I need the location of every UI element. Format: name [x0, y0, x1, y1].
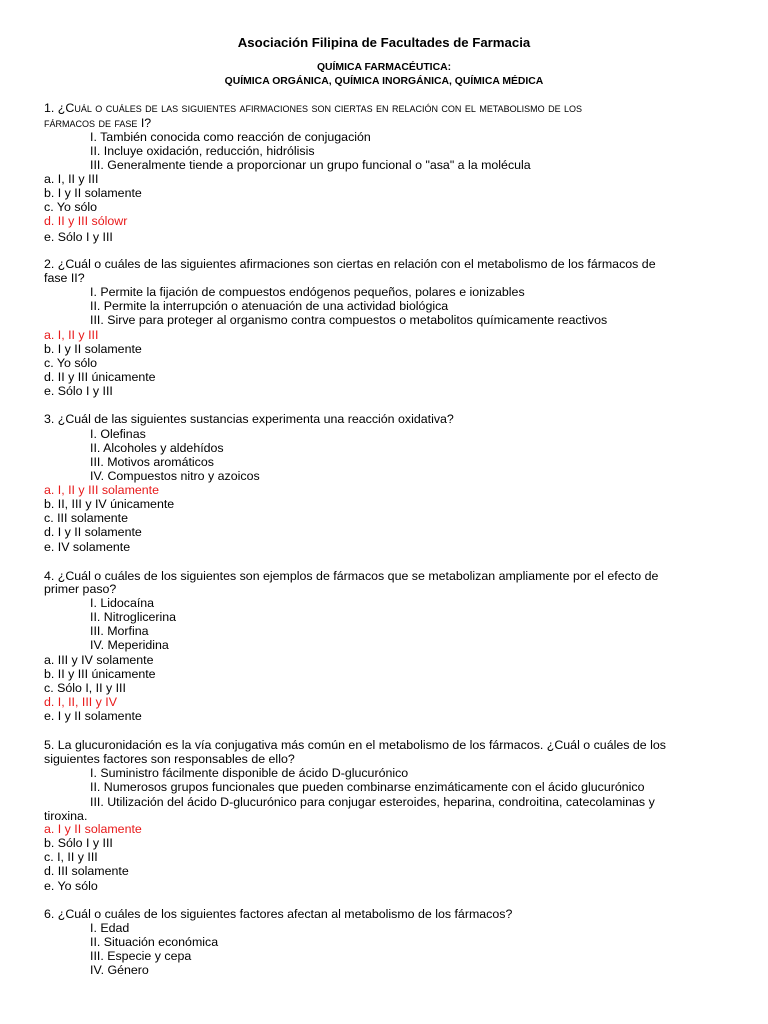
q4-stem-line2: primer paso? [44, 582, 117, 596]
q4-stem-line1: 4. ¿Cuál o cuáles de los siguientes son ejemplos de fármacos que se metabolizan ampliamente por el efecto de [44, 569, 659, 583]
q3-option-e: e. IV solamente [44, 540, 131, 554]
q3-item: II. Alcoholes y aldehídos [90, 441, 224, 455]
q5-option-a-answer: a. I y II solamente [44, 822, 142, 836]
q1-option-b: b. I y II solamente [44, 186, 142, 200]
q3-option-d: d. I y II solamente [44, 525, 142, 539]
q2-option-e: e. Sólo I y III [44, 384, 113, 398]
q2-item: III. Sirve para proteger al organismo contra compuestos o metabolitos químicamente reactivos [90, 313, 608, 327]
q1-text: ¿Cuál o cuáles de las siguientes afirmaciones son ciertas en relación con el metabolismo de los [57, 101, 583, 115]
q4-option-e: e. I y II solamente [44, 709, 142, 723]
q2-option-a-answer: a. I, II y III [44, 328, 99, 342]
document-title: Asociación Filipina de Facultades de Farmacia [237, 35, 531, 50]
q6-item: III. Especie y cepa [90, 949, 192, 963]
q6-item: IV. Género [90, 963, 149, 977]
q2-stem-line2: fase II? [44, 271, 85, 285]
q4-option-c: c. Sólo I, II y III [44, 681, 126, 695]
q4-option-d-answer: d. I, II, III y IV [44, 695, 117, 709]
q3-option-b: b. II, III y IV únicamente [44, 497, 175, 511]
q5-item: II. Numerosos grupos funcionales que pueden combinarse enzimáticamente con el ácido glucurónico [90, 780, 645, 794]
q5-option-d: d. III solamente [44, 864, 129, 878]
q4-option-a: a. III y IV solamente [44, 653, 154, 667]
q5-item: I. Suministro fácilmente disponible de ácido D-glucurónico [90, 766, 409, 780]
q1-option-e: e. Sólo I y III [44, 230, 113, 244]
q2-stem-line1: 2. ¿Cuál o cuáles de las siguientes afirmaciones son ciertas en relación con el metabolismo de los fármacos de [44, 257, 656, 271]
q4-item: I. Lidocaína [90, 596, 155, 610]
q5-stem-line2: siguientes factores son responsables de ello? [44, 752, 295, 766]
q4-item: IV. Meperidina [90, 638, 169, 652]
q2-option-c: c. Yo sólo [44, 356, 98, 370]
q3-option-c: c. III solamente [44, 511, 129, 525]
q1-stem-line1 [44, 101, 582, 115]
q1-item: III. Generalmente tiende a proporcionar un grupo funcional o "asa" a la molécula [90, 158, 531, 172]
q4-item: II. Nitroglicerina [90, 610, 177, 624]
q3-item: III. Motivos aromáticos [90, 455, 214, 469]
q3-item: IV. Compuestos nitro y azoicos [90, 469, 260, 483]
q6-stem-line1: 6. ¿Cuál o cuáles de los siguientes factores afectan al metabolismo de los fármacos? [44, 907, 513, 921]
q5-option-c: c. I, II y III [44, 850, 98, 864]
q1-option-c: c. Yo sólo [44, 200, 98, 214]
q1-item: I. También conocida como reacción de conjugación [90, 130, 371, 144]
document-subtitle: QUÍMICA FARMACÉUTICA: [316, 62, 452, 73]
q5-option-e: e. Yo sólo [44, 879, 98, 893]
q2-item: I. Permite la fijación de compuestos endógenos pequeños, polares e ionizables [90, 285, 525, 299]
q3-option-a-answer: a. I, II y III solamente [44, 483, 160, 497]
q4-item: III. Morfina [90, 624, 149, 638]
document-subtitle-2: QUÍMICA ORGÁNICA, QUÍMICA INORGÁNICA, QUÍMICA MÉDICA [224, 76, 544, 87]
q3-stem-line1: 3. ¿Cuál de las siguientes sustancias experimenta una reacción oxidativa? [44, 412, 454, 426]
q1-item: II. Incluye oxidación, reducción, hidrólisis [90, 144, 315, 158]
q2-option-d: d. II y III únicamente [44, 370, 156, 384]
q2-option-b: b. I y II solamente [44, 342, 142, 356]
q1-option-d-answer: d. II y III sólowr [44, 214, 128, 228]
q5-item: III. Utilización del ácido D-glucurónico para conjugar esteroides, heparina, condroitina, catecolaminas y [90, 795, 655, 809]
q1-number: 1. [44, 101, 55, 115]
q6-item: II. Situación económica [90, 935, 219, 949]
q6-item: I. Edad [90, 921, 130, 935]
q3-item: I. Olefinas [90, 427, 146, 441]
q4-option-b: b. II y III únicamente [44, 667, 156, 681]
q5-option-b: b. Sólo I y III [44, 836, 113, 850]
q1-option-a: a. I, II y III [44, 172, 99, 186]
q1-stem-line2: fármacos de fase I? [44, 116, 152, 130]
q2-item: II. Permite la interrupción o atenuación de una actividad biológica [90, 299, 449, 313]
q5-item-wrap: tiroxina. [44, 809, 88, 823]
q5-stem-line1: 5. La glucuronidación es la vía conjugativa más común en el metabolismo de los fármacos. ¿Cuál o cuáles de los [44, 738, 666, 752]
